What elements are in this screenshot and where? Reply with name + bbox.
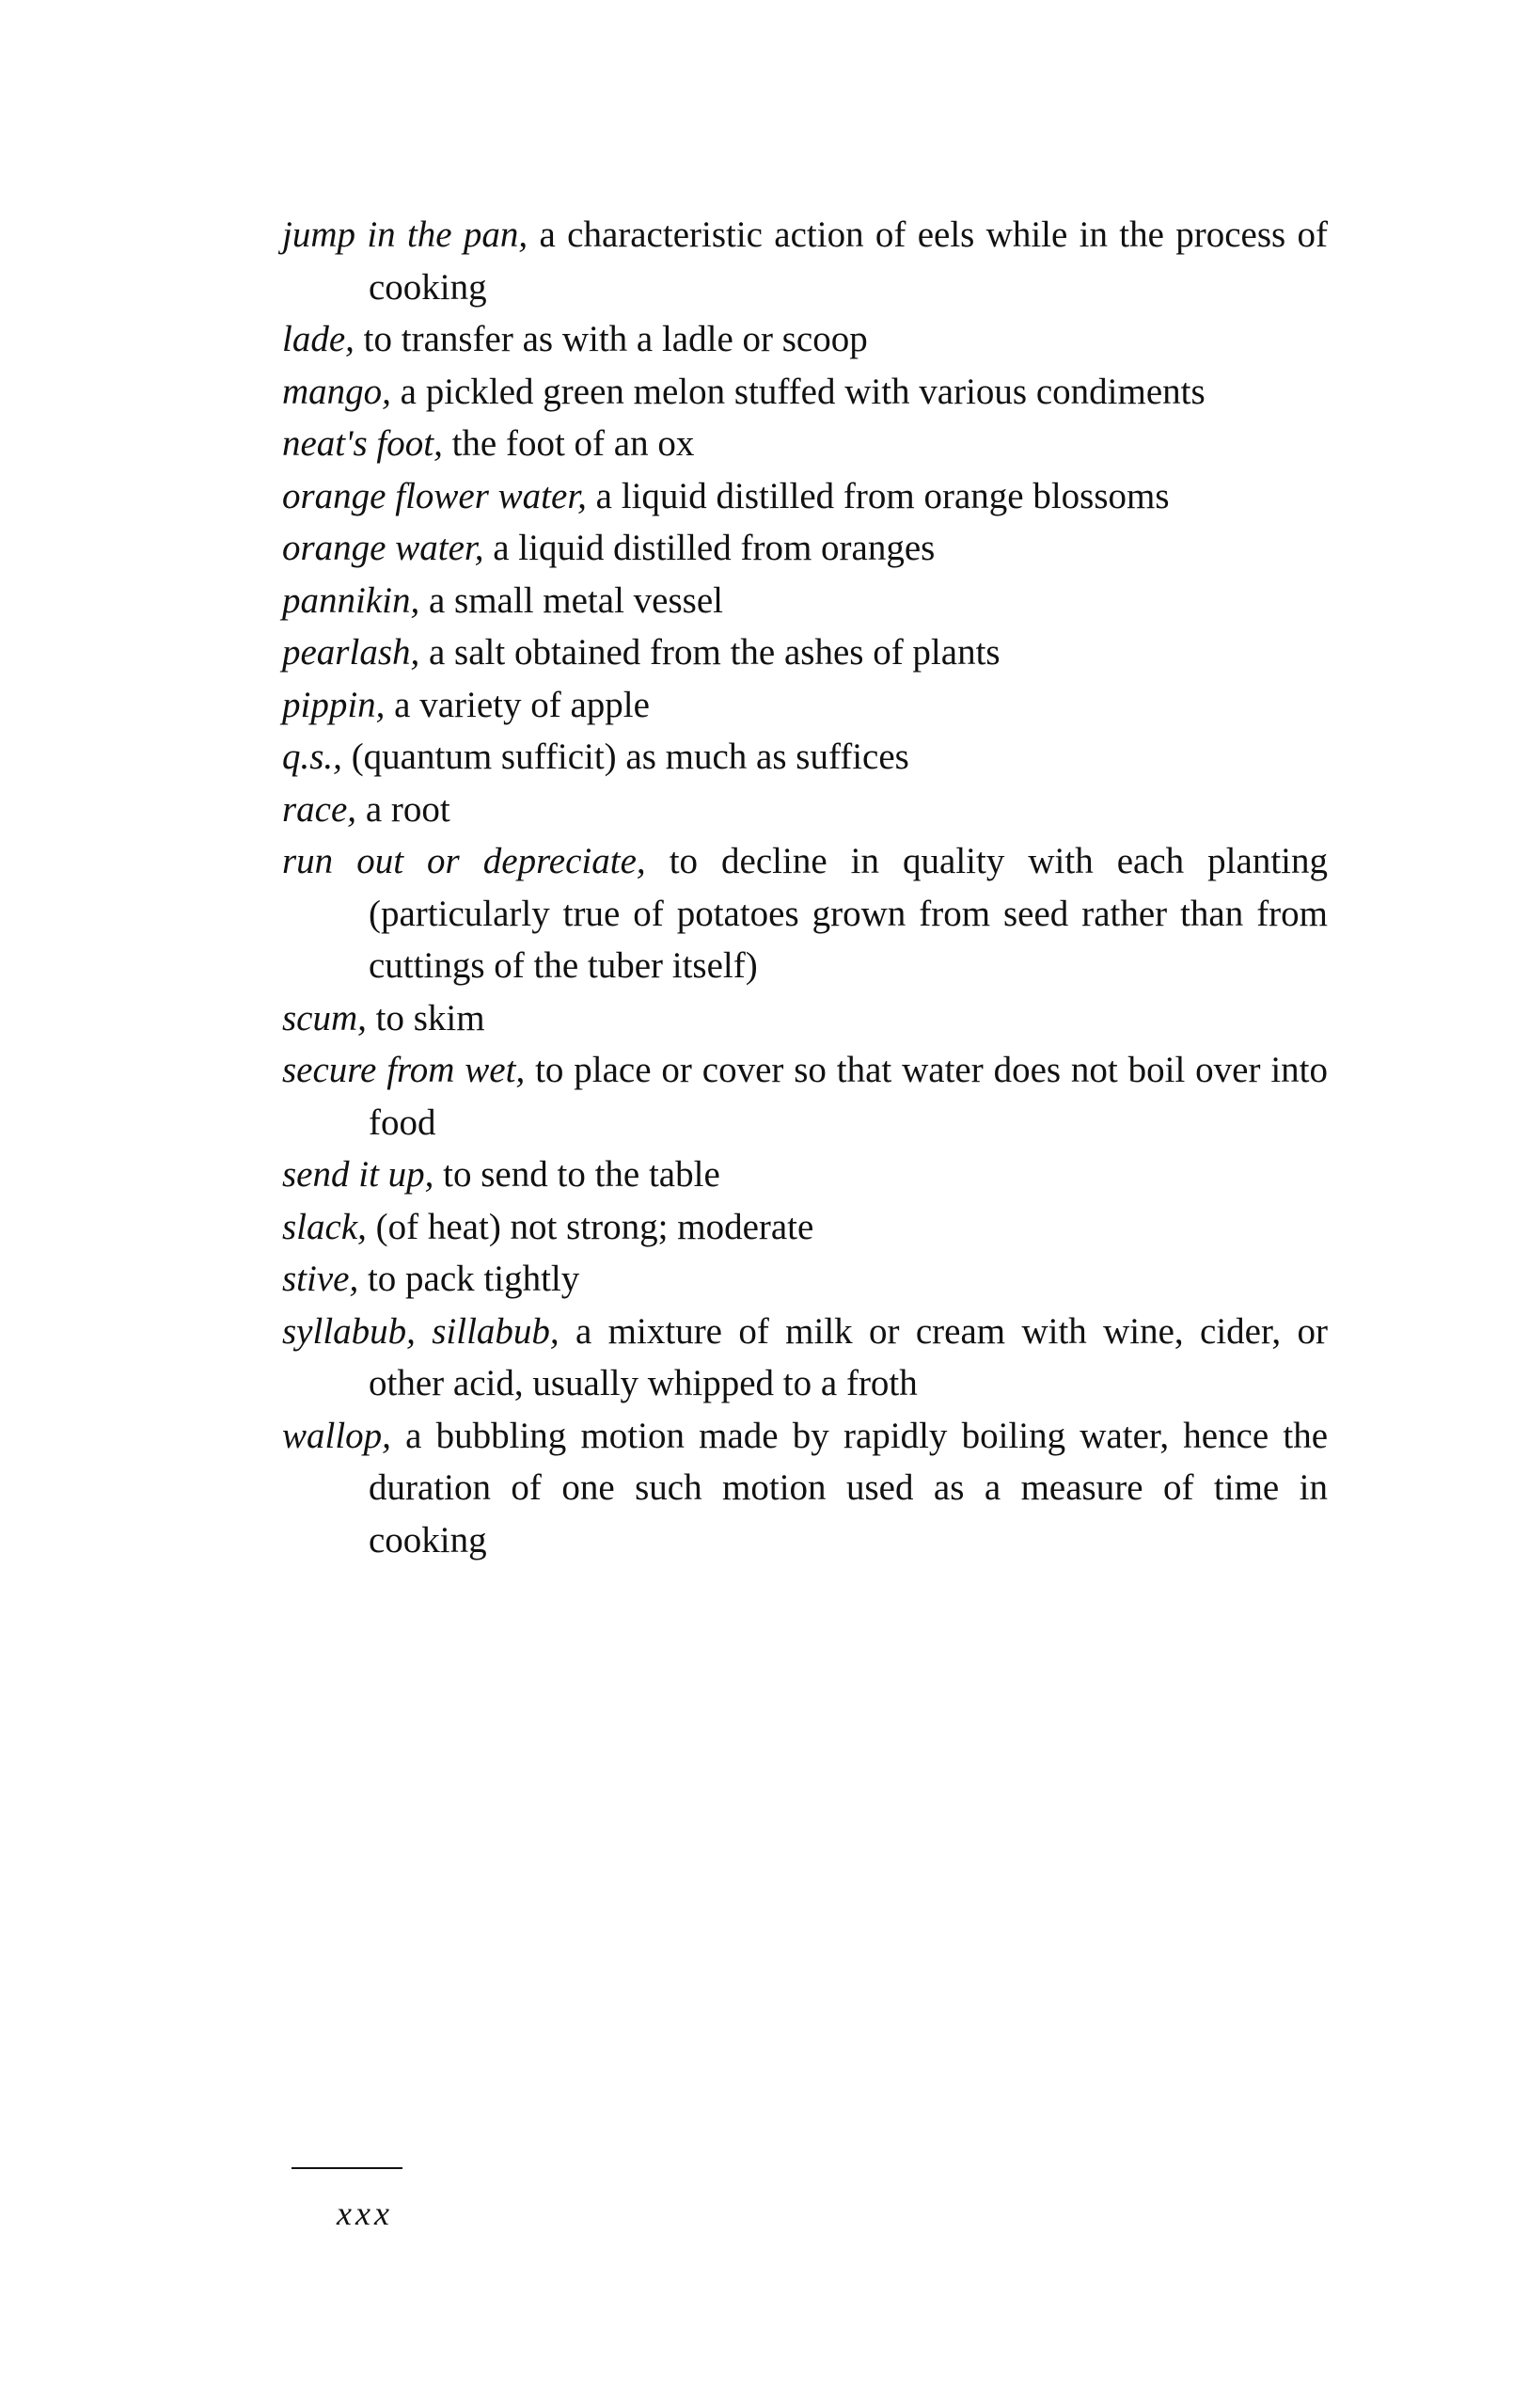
glossary-term: wallop, <box>282 1415 391 1456</box>
glossary-definition: a liquid distilled from oranges <box>493 528 936 568</box>
glossary-definition: a mixture of milk or cream with wine, cider, or other acid, usually whipped to a froth <box>369 1310 1328 1403</box>
glossary-definition: to place or cover so that water does not boil over into food <box>369 1050 1328 1143</box>
glossary-entry <box>282 992 1328 1045</box>
glossary-term: syllabub, sillabub, <box>282 1310 559 1352</box>
glossary-definition: a variety of apple <box>394 684 650 725</box>
glossary-term: secure from wet, <box>282 1050 526 1090</box>
glossary-term: pearlash, <box>282 632 420 673</box>
glossary-term: race, <box>282 788 357 830</box>
glossary-entry <box>282 1253 1328 1306</box>
glossary-term: scum, <box>282 997 367 1038</box>
glossary-term: run out or depreciate, <box>282 841 646 881</box>
footer-rule <box>292 2167 402 2169</box>
glossary-term: pannikin, <box>282 579 420 621</box>
glossary-term: slack, <box>282 1206 367 1247</box>
glossary-entry <box>282 209 1328 313</box>
page-footer <box>292 2167 404 2233</box>
glossary-definition: to skim <box>375 997 485 1038</box>
glossary-entry <box>282 418 1328 470</box>
glossary-entry <box>282 835 1328 992</box>
glossary-entry <box>282 1306 1328 1410</box>
glossary-term: pippin, <box>282 684 386 725</box>
glossary-entry <box>282 313 1328 366</box>
glossary-definition: to send to the table <box>443 1154 720 1195</box>
glossary-term: mango, <box>282 371 391 412</box>
glossary-definition: a small metal vessel <box>428 579 723 621</box>
glossary-entry <box>282 470 1328 523</box>
glossary-entry <box>282 522 1328 575</box>
glossary-entry <box>282 731 1328 784</box>
glossary-entry <box>282 1201 1328 1254</box>
glossary-term: stive, <box>282 1259 359 1299</box>
glossary-definition: a pickled green melon stuffed with various condiments <box>400 371 1206 412</box>
glossary-entry <box>282 679 1328 732</box>
glossary-term: orange flower water, <box>282 475 587 516</box>
glossary-term: q.s., <box>282 737 342 777</box>
glossary-definition: (quantum sufficit) as much as suffices <box>351 737 909 777</box>
glossary-term: orange water, <box>282 528 484 568</box>
glossary-definition: a salt obtained from the ashes of plants <box>429 632 1001 673</box>
glossary-entry <box>282 1410 1328 1567</box>
glossary-term: send it up, <box>282 1154 434 1195</box>
glossary-definition: a liquid distilled from orange blossoms <box>595 475 1170 516</box>
page-number: xxx <box>337 2194 393 2232</box>
glossary-definition: to decline in quality with each planting (particularly true of potatoes grown from seed rather than from cuttings of the tuber itself) <box>369 841 1328 986</box>
glossary-definition: a root <box>365 788 450 830</box>
glossary-term: lade, <box>282 319 355 359</box>
glossary-term: neat's foot, <box>282 423 443 464</box>
glossary-entry <box>282 626 1328 679</box>
glossary-definition: a bubbling motion made by rapidly boiling water, hence the duration of one such motion used as a measure of time in cooking <box>369 1415 1329 1560</box>
glossary-definition: to transfer as with a ladle or scoop <box>363 319 868 359</box>
glossary-entry <box>282 1149 1328 1201</box>
glossary-definition: the foot of an ox <box>451 423 695 464</box>
glossary-definition: to pack tightly <box>367 1259 580 1299</box>
glossary-definition: (of heat) not strong; moderate <box>375 1206 814 1247</box>
glossary-entry <box>282 1044 1328 1149</box>
glossary-entry <box>282 575 1328 627</box>
glossary-entry <box>282 366 1328 419</box>
glossary-term: jump in the pan, <box>282 214 528 255</box>
glossary-entry <box>282 784 1328 836</box>
glossary-definition: a characteristic action of eels while in the process of cooking <box>369 214 1329 308</box>
glossary-list <box>282 209 1328 1566</box>
